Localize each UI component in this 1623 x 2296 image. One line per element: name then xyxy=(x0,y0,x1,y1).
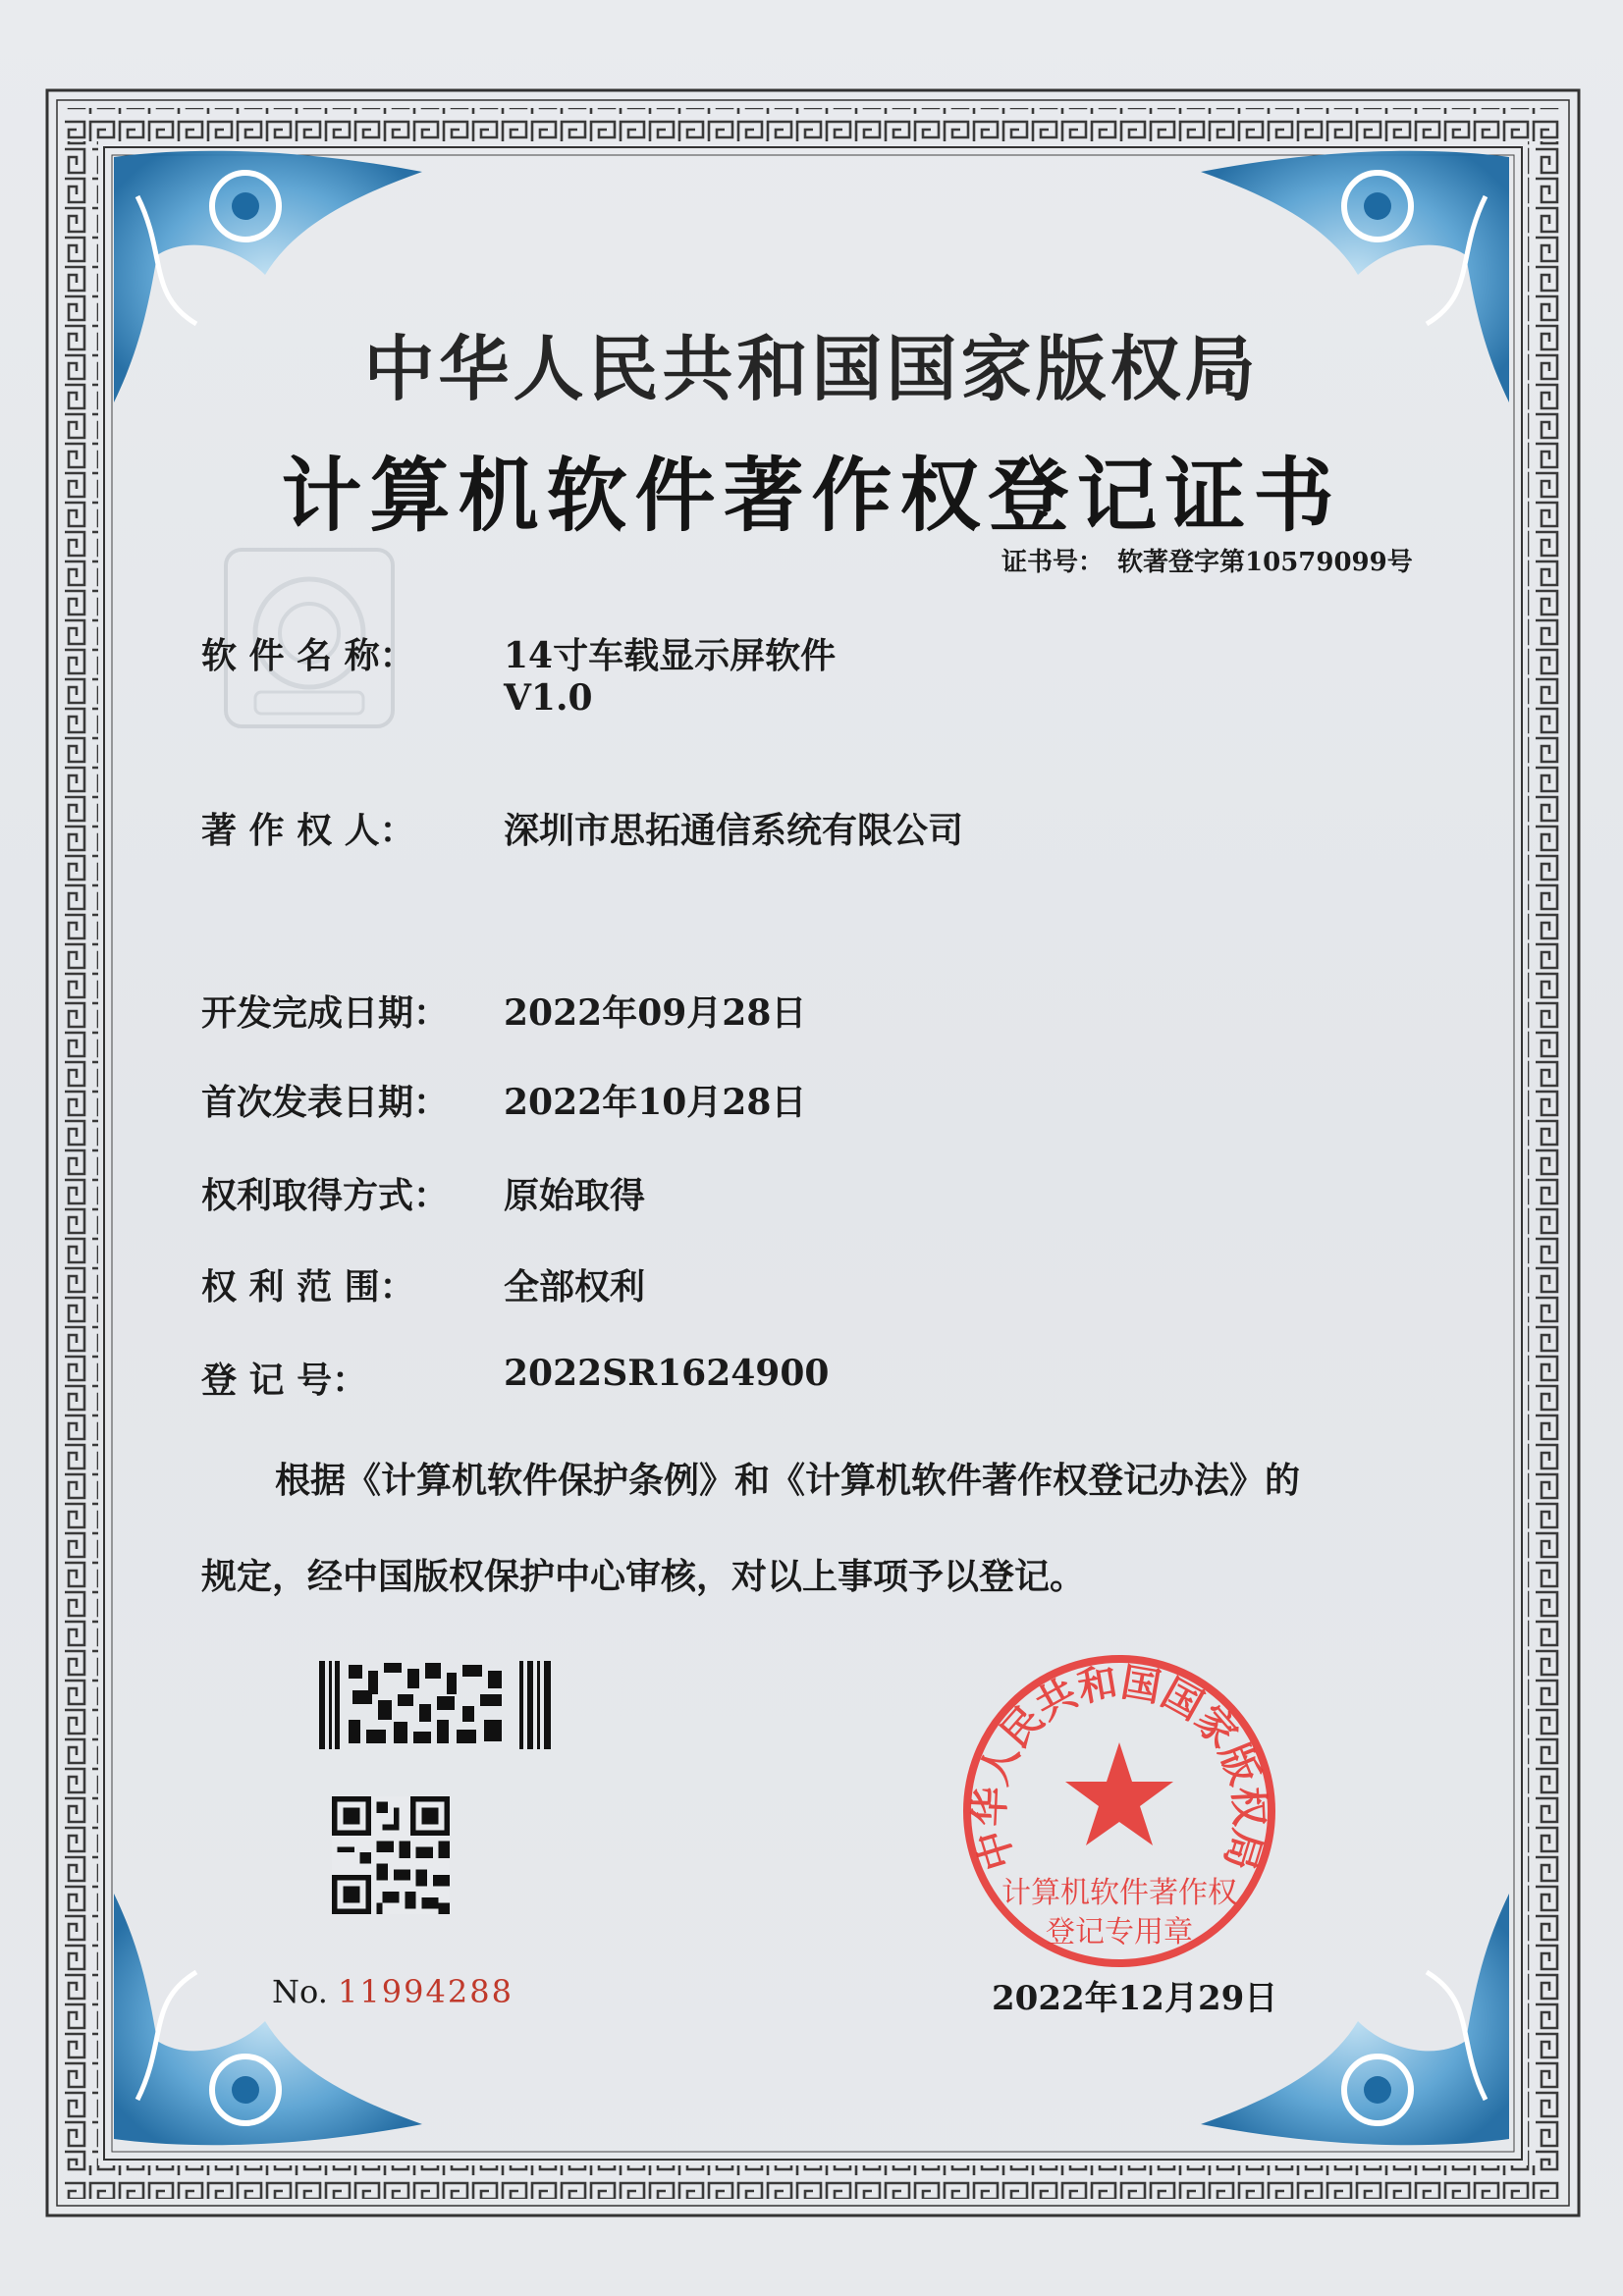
svg-text:中华人民共和国国家版权局: 中华人民共和国国家版权局 xyxy=(967,1659,1271,1876)
field-completion-date xyxy=(201,986,807,1036)
field-label: 登 记 号： xyxy=(201,1360,368,1401)
certificate-title: 计算机软件著作权登记证书 xyxy=(281,449,1342,543)
corner-ornament-bottom-left xyxy=(114,1894,422,2145)
field-label: 权利取得方式： xyxy=(201,1175,450,1216)
field-value: 深圳市思拓通信系统有限公司 xyxy=(504,810,964,851)
field-rights-scope xyxy=(201,1259,646,1309)
certificate-number-label: 证书号： xyxy=(1001,548,1105,577)
qr-code xyxy=(332,1796,450,1914)
field-software-name xyxy=(201,628,837,719)
official-seal xyxy=(957,1649,1281,1973)
barcode xyxy=(319,1661,555,1749)
field-copyright-owner xyxy=(201,803,964,853)
certificate-number-value: 软著登字第10579099号 xyxy=(1117,548,1413,577)
field-value: 2022年09月28日 xyxy=(504,992,807,1034)
serial-prefix: No. xyxy=(272,1973,328,2010)
field-label: 著 作 权 人： xyxy=(201,810,415,851)
seal-inner-line-1: 计算机软件著作权 xyxy=(1001,1876,1237,1910)
issue-date: 2022年12月29日 xyxy=(992,1979,1278,2018)
field-value: 2022SR1624900 xyxy=(504,1353,830,1394)
serial-value: 11994288 xyxy=(338,1973,514,2010)
serial-number xyxy=(272,1973,514,2010)
seal-inner-line-2: 登记专用章 xyxy=(1046,1915,1193,1949)
field-label: 开发完成日期： xyxy=(201,992,450,1034)
statement-line-1: 根据《计算机软件保护条例》和《计算机软件著作权登记办法》的 xyxy=(275,1460,1301,1501)
field-value: 14寸车载显示屏软件 xyxy=(504,635,837,676)
field-value: 全部权利 xyxy=(504,1266,646,1308)
issuing-authority: 中华人民共和国国家版权局 xyxy=(363,327,1260,410)
field-label: 权 利 范 围： xyxy=(201,1266,415,1308)
field-value: 2022年10月28日 xyxy=(504,1082,807,1123)
field-value: 原始取得 xyxy=(504,1175,646,1216)
field-label: 首次发表日期： xyxy=(201,1082,450,1123)
field-first-publication-date xyxy=(201,1075,807,1125)
field-registration-number xyxy=(201,1353,830,1403)
field-rights-acquisition xyxy=(201,1168,646,1218)
field-label: 软 件 名 称： xyxy=(201,635,415,676)
statement-line-2: 规定，经中国版权保护中心审核，对以上事项予以登记。 xyxy=(201,1556,1086,1597)
field-value-version: V1.0 xyxy=(504,677,593,719)
certificate-number xyxy=(1001,542,1427,578)
